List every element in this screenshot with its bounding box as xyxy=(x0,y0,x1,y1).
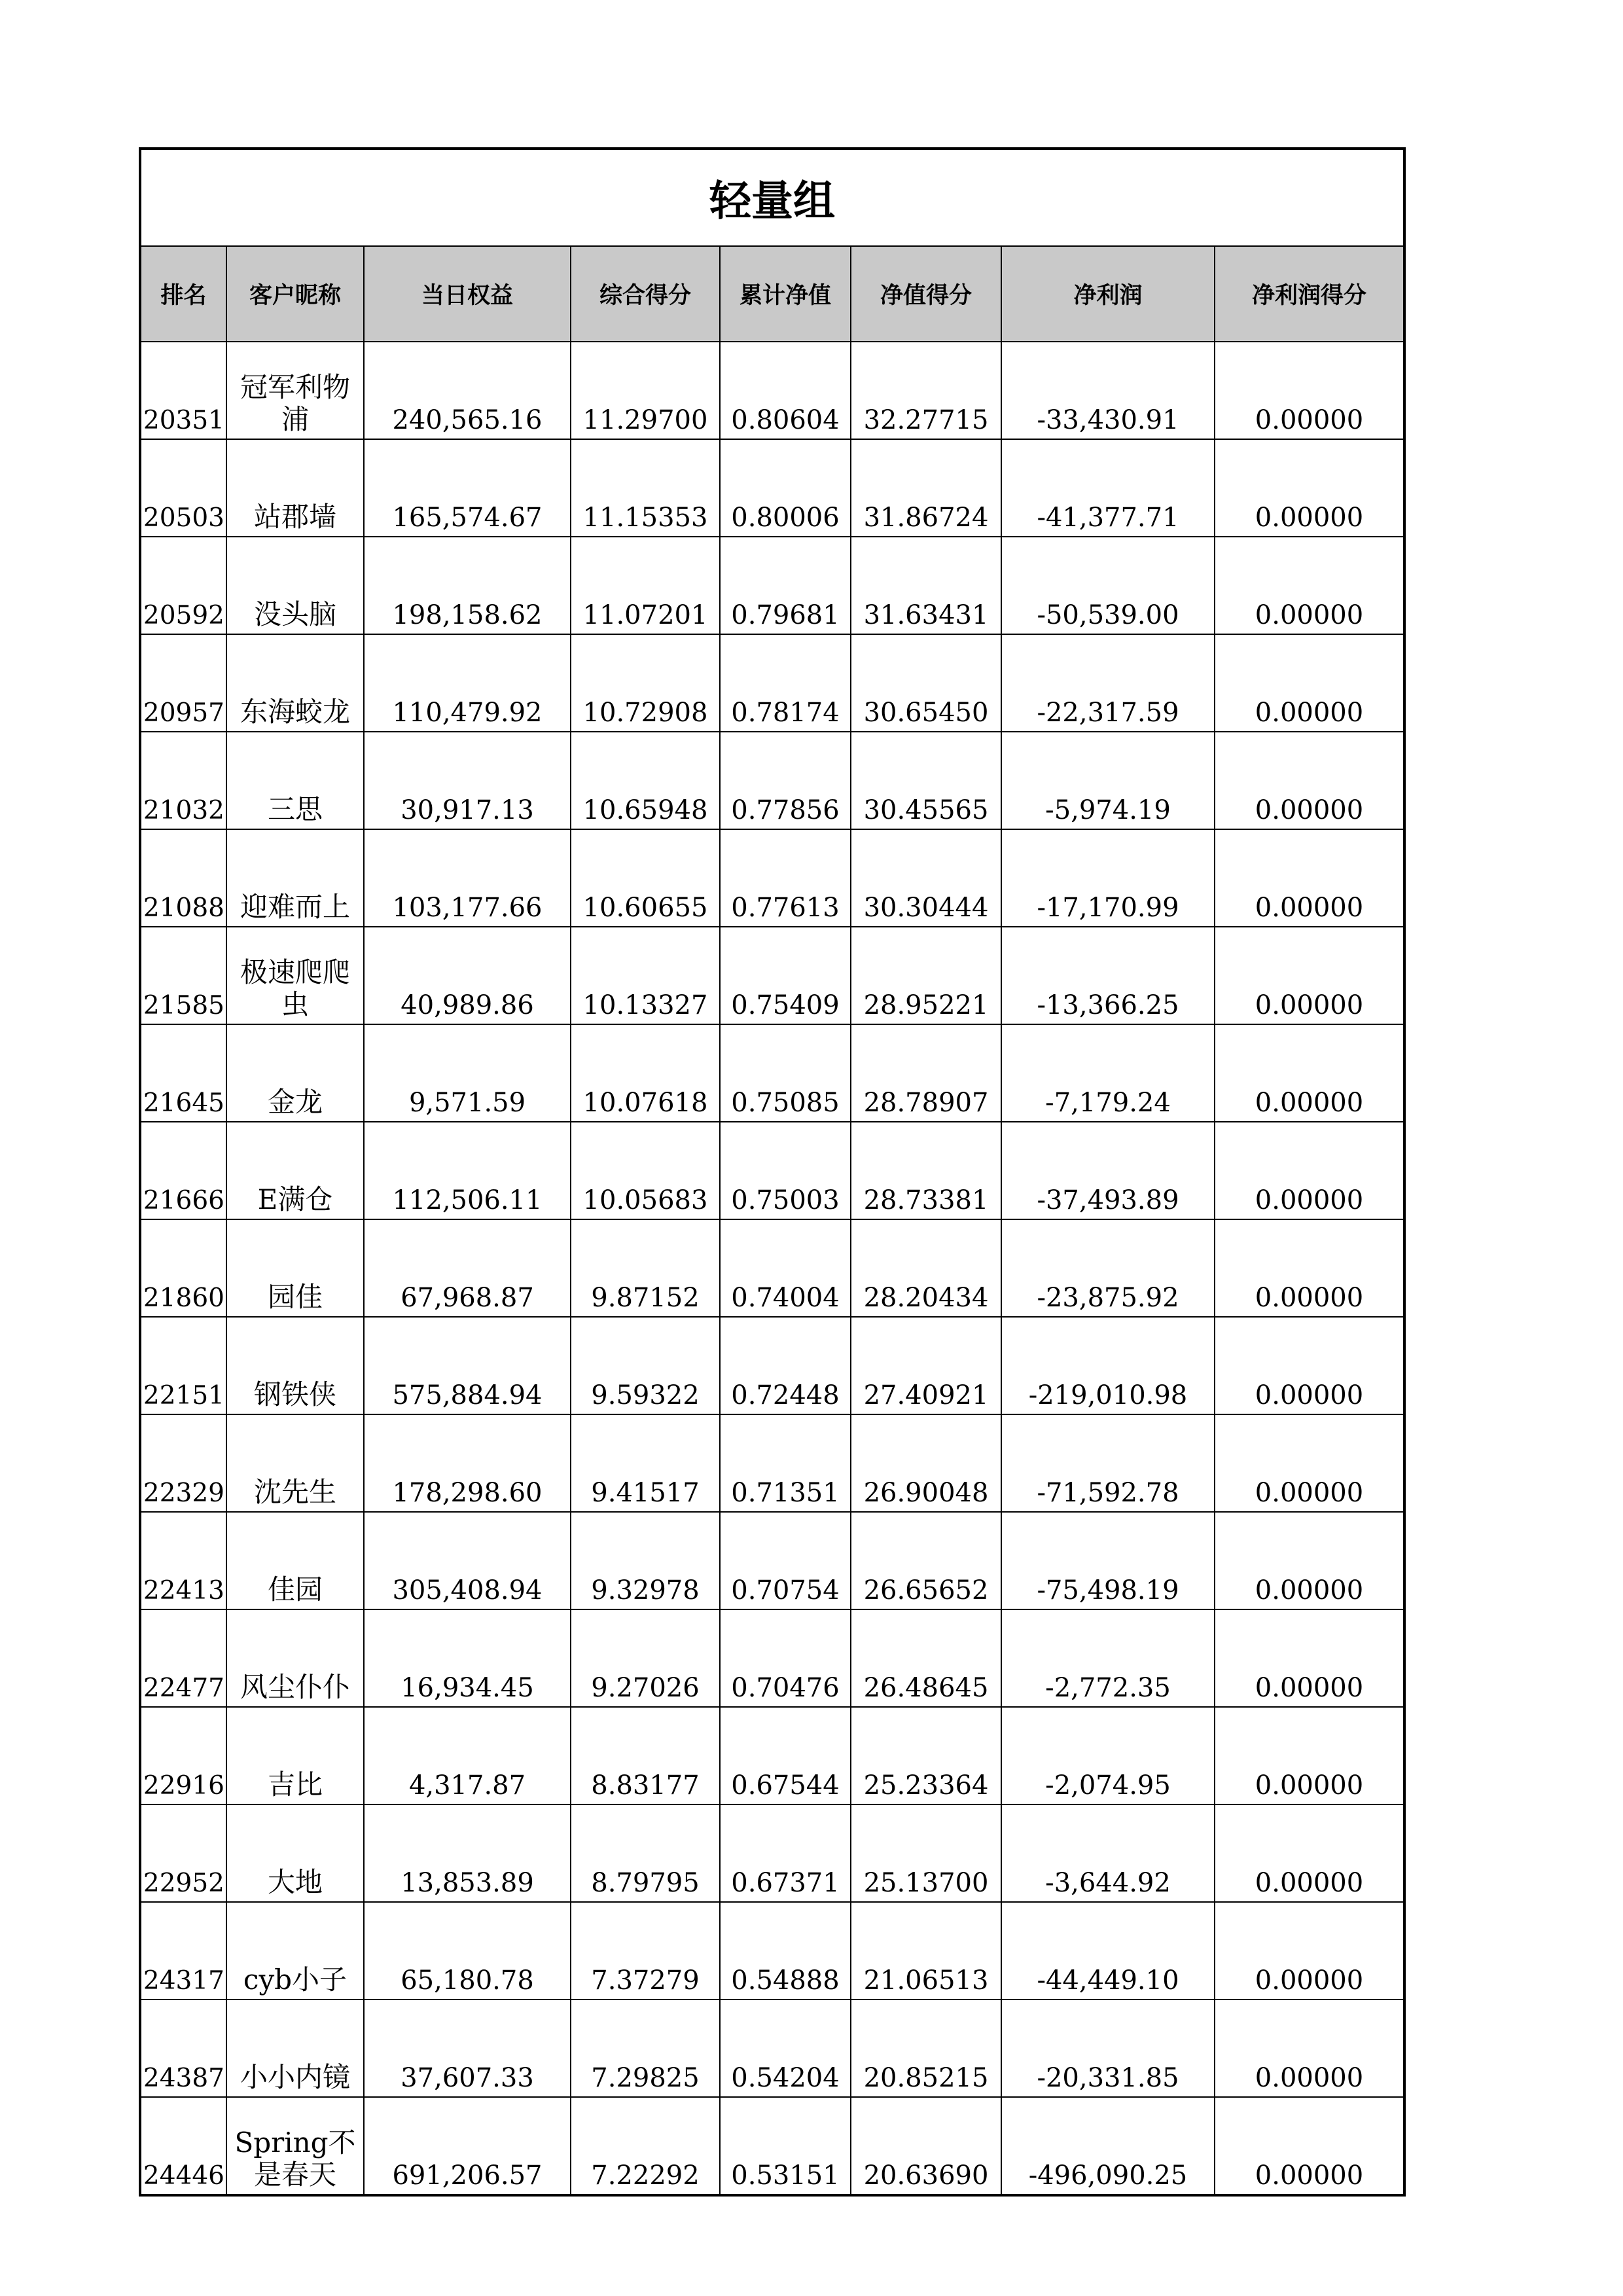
header-equity: 当日权益 xyxy=(364,246,571,342)
nickname-cell: 迎难而上 xyxy=(226,829,364,927)
nav-score-cell: 32.27715 xyxy=(851,342,1001,439)
nav-score-cell: 20.63690 xyxy=(851,2097,1001,2195)
nav-score-cell: 27.40921 xyxy=(851,1317,1001,1414)
equity-cell: 37,607.33 xyxy=(364,2000,571,2097)
table-row xyxy=(140,342,1404,439)
cumulative-nav-cell: 0.77856 xyxy=(720,732,851,829)
rank-cell: 24317 xyxy=(140,1902,226,2000)
net-profit-score-cell: 0.00000 xyxy=(1215,1609,1404,1707)
composite-score-cell: 8.83177 xyxy=(571,1707,720,1804)
cumulative-nav-cell: 0.70476 xyxy=(720,1609,851,1707)
nav-score-cell: 30.65450 xyxy=(851,634,1001,732)
nav-score-cell: 25.23364 xyxy=(851,1707,1001,1804)
net-profit-score-cell: 0.00000 xyxy=(1215,342,1404,439)
cumulative-nav-cell: 0.71351 xyxy=(720,1414,851,1512)
composite-score-cell: 9.27026 xyxy=(571,1609,720,1707)
nickname-cell: cyb小子 xyxy=(226,1902,364,2000)
table-row xyxy=(140,1902,1404,2000)
net-profit-cell: -7,179.24 xyxy=(1001,1024,1215,1122)
nickname-cell: 三思 xyxy=(226,732,364,829)
net-profit-score-cell: 0.00000 xyxy=(1215,732,1404,829)
net-profit-score-cell: 0.00000 xyxy=(1215,1219,1404,1317)
header-net-profit-score: 净利润得分 xyxy=(1215,246,1404,342)
net-profit-score-cell: 0.00000 xyxy=(1215,2000,1404,2097)
net-profit-score-cell: 0.00000 xyxy=(1215,634,1404,732)
net-profit-score-cell: 0.00000 xyxy=(1215,439,1404,537)
table-row xyxy=(140,1219,1404,1317)
composite-score-cell: 10.07618 xyxy=(571,1024,720,1122)
rank-cell: 21585 xyxy=(140,927,226,1024)
nav-score-cell: 21.06513 xyxy=(851,1902,1001,2000)
composite-score-cell: 7.37279 xyxy=(571,1902,720,2000)
cumulative-nav-cell: 0.80006 xyxy=(720,439,851,537)
composite-score-cell: 11.29700 xyxy=(571,342,720,439)
rank-cell: 21088 xyxy=(140,829,226,927)
table-row xyxy=(140,927,1404,1024)
equity-cell: 305,408.94 xyxy=(364,1512,571,1609)
cumulative-nav-cell: 0.72448 xyxy=(720,1317,851,1414)
net-profit-cell: -44,449.10 xyxy=(1001,1902,1215,2000)
equity-cell: 198,158.62 xyxy=(364,537,571,634)
cumulative-nav-cell: 0.80604 xyxy=(720,342,851,439)
cumulative-nav-cell: 0.78174 xyxy=(720,634,851,732)
nickname-cell: E满仓 xyxy=(226,1122,364,1219)
net-profit-cell: -20,331.85 xyxy=(1001,2000,1215,2097)
equity-cell: 110,479.92 xyxy=(364,634,571,732)
nickname-cell: 沈先生 xyxy=(226,1414,364,1512)
nav-score-cell: 28.73381 xyxy=(851,1122,1001,1219)
net-profit-cell: -219,010.98 xyxy=(1001,1317,1215,1414)
table-row xyxy=(140,2097,1404,2195)
equity-cell: 240,565.16 xyxy=(364,342,571,439)
composite-score-cell: 9.59322 xyxy=(571,1317,720,1414)
nav-score-cell: 31.86724 xyxy=(851,439,1001,537)
table-row xyxy=(140,732,1404,829)
header-rank: 排名 xyxy=(140,246,226,342)
equity-cell: 67,968.87 xyxy=(364,1219,571,1317)
net-profit-cell: -3,644.92 xyxy=(1001,1804,1215,1902)
net-profit-cell: -5,974.19 xyxy=(1001,732,1215,829)
nickname-cell: 大地 xyxy=(226,1804,364,1902)
cumulative-nav-cell: 0.53151 xyxy=(720,2097,851,2195)
equity-cell: 112,506.11 xyxy=(364,1122,571,1219)
net-profit-score-cell: 0.00000 xyxy=(1215,1512,1404,1609)
header-nickname: 客户昵称 xyxy=(226,246,364,342)
rank-cell: 20592 xyxy=(140,537,226,634)
equity-cell: 9,571.59 xyxy=(364,1024,571,1122)
rank-cell: 22477 xyxy=(140,1609,226,1707)
table-row xyxy=(140,1122,1404,1219)
rank-cell: 20351 xyxy=(140,342,226,439)
nickname-cell: 站郡墙 xyxy=(226,439,364,537)
rank-cell: 21032 xyxy=(140,732,226,829)
rank-cell: 22329 xyxy=(140,1414,226,1512)
composite-score-cell: 7.29825 xyxy=(571,2000,720,2097)
nickname-cell: 园佳 xyxy=(226,1219,364,1317)
net-profit-score-cell: 0.00000 xyxy=(1215,2097,1404,2195)
rank-cell: 24446 xyxy=(140,2097,226,2195)
nav-score-cell: 28.20434 xyxy=(851,1219,1001,1317)
composite-score-cell: 10.60655 xyxy=(571,829,720,927)
cumulative-nav-cell: 0.54204 xyxy=(720,2000,851,2097)
composite-score-cell: 9.32978 xyxy=(571,1512,720,1609)
equity-cell: 30,917.13 xyxy=(364,732,571,829)
cumulative-nav-cell: 0.54888 xyxy=(720,1902,851,2000)
equity-cell: 165,574.67 xyxy=(364,439,571,537)
equity-cell: 16,934.45 xyxy=(364,1609,571,1707)
rank-cell: 22413 xyxy=(140,1512,226,1609)
nickname-cell: 冠军利物浦 xyxy=(226,342,364,439)
cumulative-nav-cell: 0.74004 xyxy=(720,1219,851,1317)
composite-score-cell: 10.72908 xyxy=(571,634,720,732)
table-row xyxy=(140,1804,1404,1902)
rank-cell: 22952 xyxy=(140,1804,226,1902)
net-profit-score-cell: 0.00000 xyxy=(1215,1902,1404,2000)
composite-score-cell: 8.79795 xyxy=(571,1804,720,1902)
table-row xyxy=(140,1707,1404,1804)
net-profit-cell: -75,498.19 xyxy=(1001,1512,1215,1609)
table-row xyxy=(140,1317,1404,1414)
rank-cell: 22151 xyxy=(140,1317,226,1414)
table-row xyxy=(140,1414,1404,1512)
table-row xyxy=(140,537,1404,634)
nav-score-cell: 26.65652 xyxy=(851,1512,1001,1609)
net-profit-score-cell: 0.00000 xyxy=(1215,927,1404,1024)
rank-cell: 24387 xyxy=(140,2000,226,2097)
net-profit-score-cell: 0.00000 xyxy=(1215,537,1404,634)
net-profit-cell: -71,592.78 xyxy=(1001,1414,1215,1512)
equity-cell: 575,884.94 xyxy=(364,1317,571,1414)
nickname-cell: 没头脑 xyxy=(226,537,364,634)
net-profit-score-cell: 0.00000 xyxy=(1215,1317,1404,1414)
rank-cell: 21860 xyxy=(140,1219,226,1317)
cumulative-nav-cell: 0.75003 xyxy=(720,1122,851,1219)
nickname-cell: 金龙 xyxy=(226,1024,364,1122)
table-row xyxy=(140,2000,1404,2097)
nav-score-cell: 30.45565 xyxy=(851,732,1001,829)
nav-score-cell: 25.13700 xyxy=(851,1804,1001,1902)
cumulative-nav-cell: 0.75409 xyxy=(720,927,851,1024)
composite-score-cell: 10.65948 xyxy=(571,732,720,829)
equity-cell: 4,317.87 xyxy=(364,1707,571,1804)
table-row xyxy=(140,439,1404,537)
net-profit-cell: -22,317.59 xyxy=(1001,634,1215,732)
header-row xyxy=(140,246,1404,342)
rank-cell: 20503 xyxy=(140,439,226,537)
nickname-cell: 小小内镜 xyxy=(226,2000,364,2097)
net-profit-score-cell: 0.00000 xyxy=(1215,1707,1404,1804)
net-profit-cell: -496,090.25 xyxy=(1001,2097,1215,2195)
net-profit-score-cell: 0.00000 xyxy=(1215,1122,1404,1219)
composite-score-cell: 11.15353 xyxy=(571,439,720,537)
composite-score-cell: 7.22292 xyxy=(571,2097,720,2195)
composite-score-cell: 10.13327 xyxy=(571,927,720,1024)
header-nav-score: 净值得分 xyxy=(851,246,1001,342)
cumulative-nav-cell: 0.70754 xyxy=(720,1512,851,1609)
nav-score-cell: 30.30444 xyxy=(851,829,1001,927)
equity-cell: 178,298.60 xyxy=(364,1414,571,1512)
rank-cell: 21666 xyxy=(140,1122,226,1219)
net-profit-score-cell: 0.00000 xyxy=(1215,1804,1404,1902)
net-profit-cell: -50,539.00 xyxy=(1001,537,1215,634)
table-row xyxy=(140,829,1404,927)
nickname-cell: 吉比 xyxy=(226,1707,364,1804)
ranking-table xyxy=(139,147,1406,2197)
rank-cell: 21645 xyxy=(140,1024,226,1122)
nav-score-cell: 28.95221 xyxy=(851,927,1001,1024)
cumulative-nav-cell: 0.67544 xyxy=(720,1707,851,1804)
net-profit-cell: -2,772.35 xyxy=(1001,1609,1215,1707)
net-profit-cell: -13,366.25 xyxy=(1001,927,1215,1024)
table-title: 轻量组 xyxy=(140,149,1404,246)
table-row xyxy=(140,1609,1404,1707)
net-profit-score-cell: 0.00000 xyxy=(1215,829,1404,927)
net-profit-cell: -37,493.89 xyxy=(1001,1122,1215,1219)
equity-cell: 40,989.86 xyxy=(364,927,571,1024)
net-profit-score-cell: 0.00000 xyxy=(1215,1024,1404,1122)
equity-cell: 691,206.57 xyxy=(364,2097,571,2195)
net-profit-cell: -41,377.71 xyxy=(1001,439,1215,537)
equity-cell: 103,177.66 xyxy=(364,829,571,927)
net-profit-cell: -2,074.95 xyxy=(1001,1707,1215,1804)
cumulative-nav-cell: 0.67371 xyxy=(720,1804,851,1902)
table-row xyxy=(140,1024,1404,1122)
equity-cell: 13,853.89 xyxy=(364,1804,571,1902)
header-net-profit: 净利润 xyxy=(1001,246,1215,342)
header-composite-score: 综合得分 xyxy=(571,246,720,342)
table-row xyxy=(140,634,1404,732)
cumulative-nav-cell: 0.75085 xyxy=(720,1024,851,1122)
nickname-cell: Spring不是春天 xyxy=(226,2097,364,2195)
composite-score-cell: 9.87152 xyxy=(571,1219,720,1317)
header-cumulative-nav: 累计净值 xyxy=(720,246,851,342)
nickname-cell: 风尘仆仆 xyxy=(226,1609,364,1707)
nav-score-cell: 26.48645 xyxy=(851,1609,1001,1707)
nickname-cell: 佳园 xyxy=(226,1512,364,1609)
nav-score-cell: 20.85215 xyxy=(851,2000,1001,2097)
nickname-cell: 钢铁侠 xyxy=(226,1317,364,1414)
equity-cell: 65,180.78 xyxy=(364,1902,571,2000)
nickname-cell: 东海蛟龙 xyxy=(226,634,364,732)
rank-cell: 22916 xyxy=(140,1707,226,1804)
net-profit-cell: -33,430.91 xyxy=(1001,342,1215,439)
composite-score-cell: 11.07201 xyxy=(571,537,720,634)
net-profit-cell: -23,875.92 xyxy=(1001,1219,1215,1317)
nickname-cell: 极速爬爬虫 xyxy=(226,927,364,1024)
composite-score-cell: 9.41517 xyxy=(571,1414,720,1512)
nav-score-cell: 31.63431 xyxy=(851,537,1001,634)
table-row xyxy=(140,1512,1404,1609)
nav-score-cell: 26.90048 xyxy=(851,1414,1001,1512)
composite-score-cell: 10.05683 xyxy=(571,1122,720,1219)
net-profit-score-cell: 0.00000 xyxy=(1215,1414,1404,1512)
rank-cell: 20957 xyxy=(140,634,226,732)
table-body xyxy=(140,342,1404,2195)
cumulative-nav-cell: 0.79681 xyxy=(720,537,851,634)
net-profit-cell: -17,170.99 xyxy=(1001,829,1215,927)
nav-score-cell: 28.78907 xyxy=(851,1024,1001,1122)
cumulative-nav-cell: 0.77613 xyxy=(720,829,851,927)
